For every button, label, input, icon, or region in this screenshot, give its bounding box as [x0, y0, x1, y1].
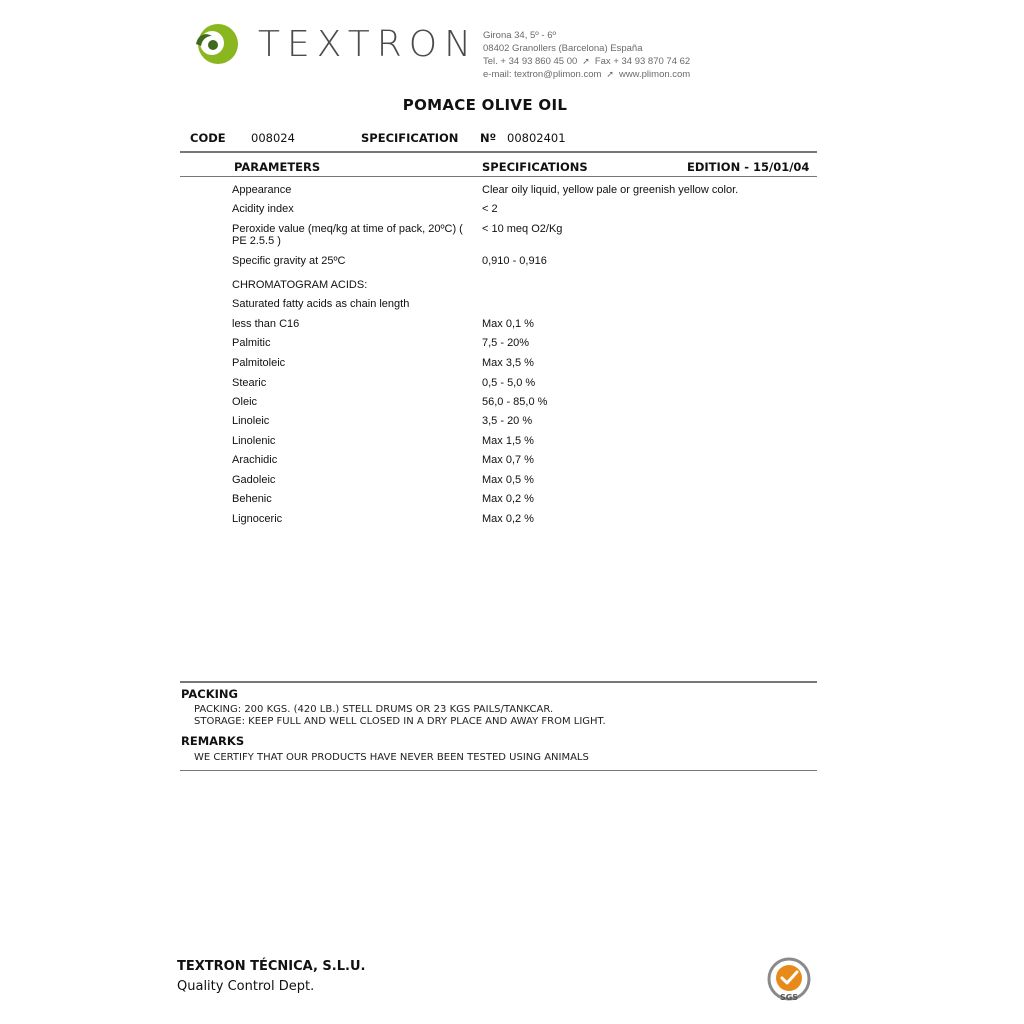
divider-rule: [180, 681, 817, 683]
address-line-2: 08402 Granollers (Barcelona) España: [483, 43, 643, 54]
specification-value: Max 0,7 %: [482, 454, 534, 466]
specification-value: Max 0,5 %: [482, 474, 534, 486]
company-name: TEXTRON TÉCNICA, S.L.U.: [177, 959, 366, 974]
parameter-name: Appearance: [232, 184, 292, 196]
section-heading: CHROMATOGRAM ACIDS:: [232, 279, 368, 291]
code-value: 008024: [251, 131, 295, 145]
arrow-icon: ➚: [582, 56, 590, 66]
number-label: Nº: [480, 131, 497, 145]
specification-value: 7,5 - 20%: [482, 337, 530, 349]
email-address[interactable]: e-mail: textron@plimon.com: [483, 69, 602, 80]
parameter-name: Linoleic: [232, 415, 270, 427]
column-header-parameters: PARAMETERS: [234, 160, 321, 174]
packing-line: PACKING: 200 KGS. (420 LB.) STELL DRUMS OR 23 KGS PAILS/TANKCAR.: [194, 704, 554, 715]
divider-rule: [180, 770, 817, 771]
number-value: 00802401: [507, 131, 566, 145]
address-line-1: Girona 34, 5º - 6º: [483, 30, 556, 41]
parameter-name: Lignoceric: [232, 513, 283, 525]
fax-number: Fax + 34 93 870 74 62: [594, 56, 691, 67]
parameter-name: Peroxide value (meq/kg at time of pack, 20ºC) ( PE 2.5.5 ): [232, 223, 463, 247]
parameter-name: Saturated fatty acids as chain length: [232, 298, 410, 310]
contact-phone-fax: [483, 55, 690, 68]
specification-value: Clear oily liquid, yellow pale or greenish yellow color.: [482, 184, 739, 196]
specification-value: Max 0,1 %: [482, 318, 534, 330]
textron-logo-icon: [192, 22, 240, 66]
storage-line: STORAGE: KEEP FULL AND WELL CLOSED IN A DRY PLACE AND AWAY FROM LIGHT.: [194, 716, 606, 727]
specification-value: Max 0,2 %: [482, 493, 534, 505]
parameter-name: Arachidic: [232, 454, 278, 466]
specification-value: < 10 meq O2/Kg: [482, 223, 563, 235]
specification-label: SPECIFICATION: [361, 131, 459, 145]
parameter-name: Linolenic: [232, 435, 276, 447]
parameter-name: Palmitic: [232, 337, 271, 349]
specification-value: Max 3,5 %: [482, 357, 534, 369]
divider-rule: [180, 151, 817, 153]
website-link[interactable]: www.plimon.com: [618, 69, 691, 80]
sgs-certification-seal-icon: [766, 956, 812, 1002]
parameter-name: Oleic: [232, 396, 258, 408]
parameter-name: Behenic: [232, 493, 272, 505]
specification-value: 0,910 - 0,916: [482, 255, 547, 267]
specification-value: 3,5 - 20 %: [482, 415, 533, 427]
department-name: Quality Control Dept.: [177, 979, 315, 994]
parameter-name: Specific gravity at 25ºC: [232, 255, 346, 267]
remarks-heading: REMARKS: [181, 734, 245, 748]
company-address: [483, 29, 690, 81]
arrow-icon: ➚: [606, 69, 614, 79]
parameter-name: Stearic: [232, 377, 267, 389]
specification-value: < 2: [482, 203, 498, 215]
parameter-name: less than C16: [232, 318, 300, 330]
column-header-specifications: SPECIFICATIONS: [482, 160, 588, 174]
parameter-name: Acidity index: [232, 203, 294, 215]
specification-value: Max 0,2 %: [482, 513, 534, 525]
specification-value: 56,0 - 85,0 %: [482, 396, 548, 408]
seal-label: SGS: [779, 993, 799, 1002]
code-label: CODE: [190, 131, 226, 145]
edition-date: EDITION - 15/01/04: [687, 160, 810, 174]
remarks-line: WE CERTIFY THAT OUR PRODUCTS HAVE NEVER BEEN TESTED USING ANIMALS: [194, 752, 589, 763]
divider-rule: [180, 176, 817, 177]
brand-name: TEXTRON: [258, 24, 479, 65]
phone-number: Tel. + 34 93 860 45 00: [483, 56, 578, 67]
packing-heading: PACKING: [181, 687, 238, 701]
specification-value: Max 1,5 %: [482, 435, 534, 447]
document-title: POMACE OLIVE OIL: [402, 96, 568, 114]
parameter-name: Palmitoleic: [232, 357, 286, 369]
parameter-name: Gadoleic: [232, 474, 276, 486]
contact-web: [483, 68, 690, 81]
specification-value: 0,5 - 5,0 %: [482, 377, 536, 389]
